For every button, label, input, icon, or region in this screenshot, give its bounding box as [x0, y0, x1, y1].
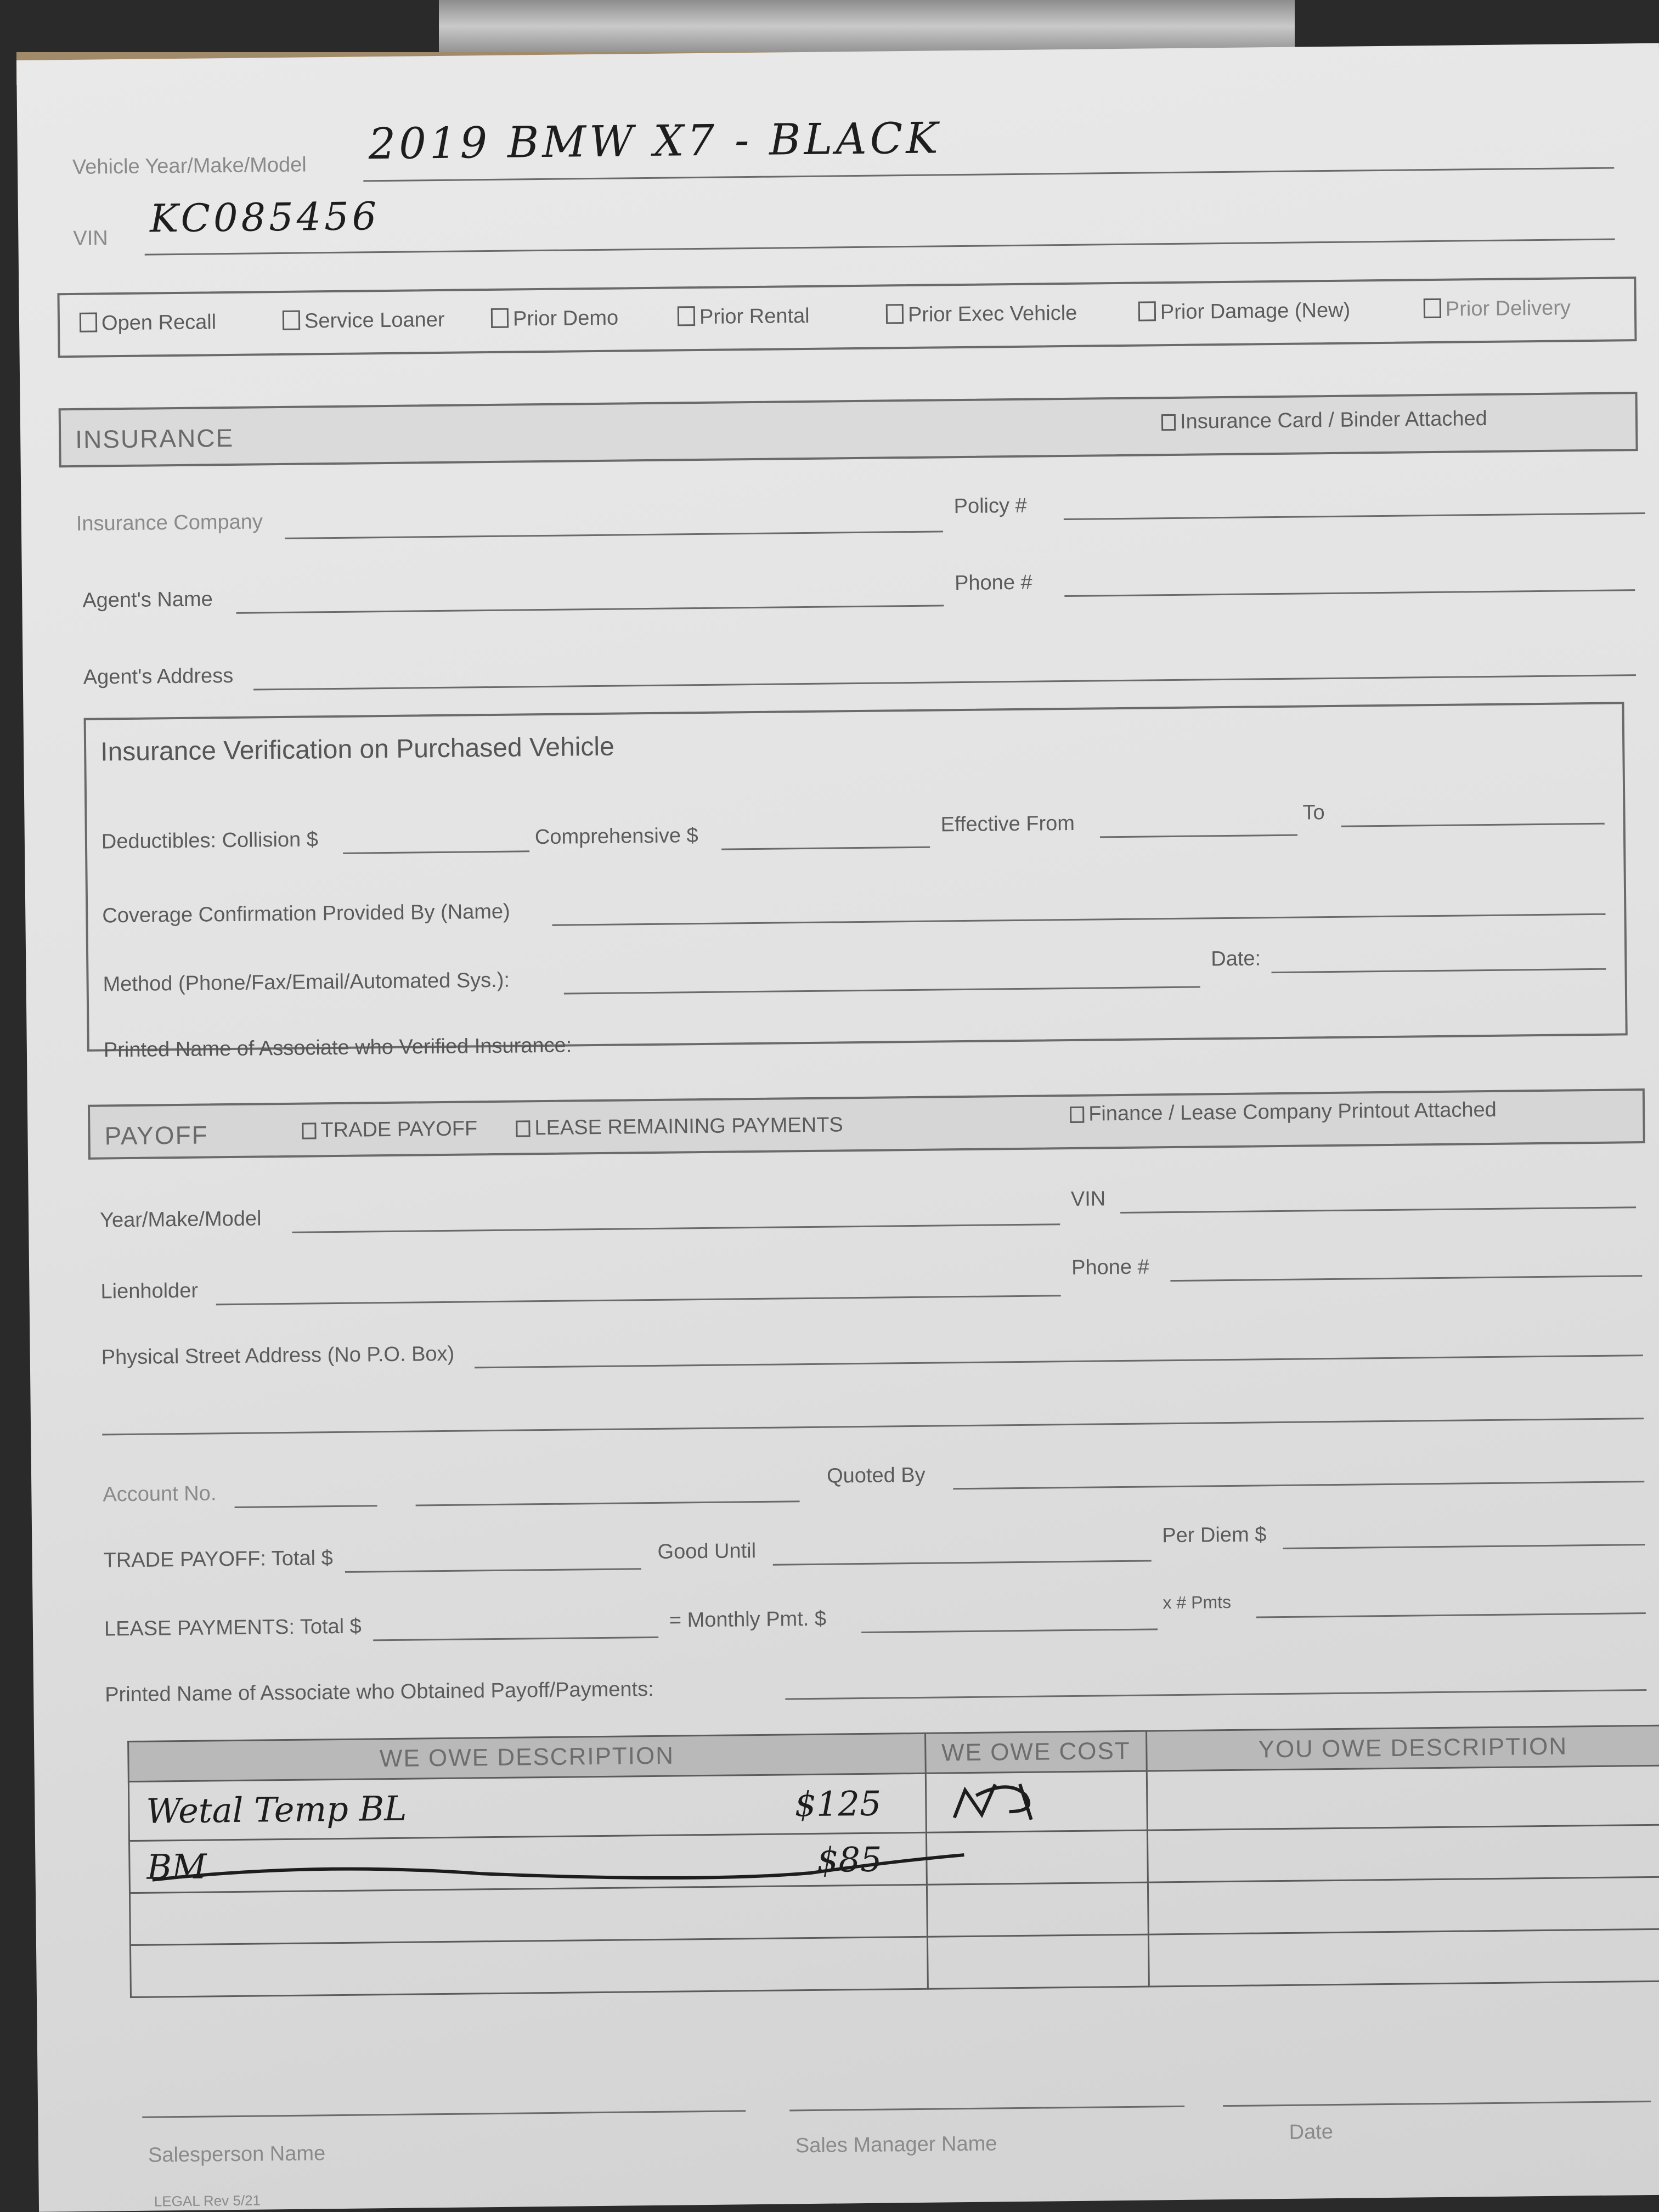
- checkbox-label: Service Loaner: [304, 308, 445, 333]
- payoff-associate-label: Printed Name of Associate who Obtained Payoff/Payments:: [104, 1677, 654, 1707]
- checkbox-label: Prior Demo: [512, 306, 619, 331]
- vin-line: [145, 239, 1615, 256]
- lease-total-label: LEASE PAYMENTS: Total $: [104, 1615, 362, 1641]
- checkbox-open-recall[interactable]: [80, 311, 217, 336]
- vehicle-label: Vehicle Year/Make/Model: [72, 153, 307, 179]
- agent-address-line: [253, 674, 1636, 690]
- we-owe-description-header: WE OWE DESCRIPTION: [128, 1733, 926, 1781]
- monthly-label: = Monthly Pmt. $: [669, 1607, 827, 1632]
- checkbox-label: Prior Exec Vehicle: [907, 301, 1077, 327]
- comprehensive-label: Comprehensive $: [534, 824, 698, 849]
- owe-table: [127, 1724, 1659, 1998]
- checkbox-service-loaner[interactable]: [283, 308, 445, 334]
- checkbox-label: Insurance Card / Binder Attached: [1180, 407, 1487, 433]
- we-owe-desc-cell[interactable]: [129, 1884, 927, 1945]
- payoff-vin-label: VIN: [1070, 1187, 1106, 1211]
- manager-line: [789, 2106, 1184, 2112]
- pmts-label: x # Pmts: [1163, 1592, 1232, 1613]
- insurance-header: INSURANCE: [75, 423, 234, 454]
- checkbox-icon: [1424, 298, 1441, 318]
- vin-value: KC085456: [149, 194, 380, 241]
- per-diem-line: [1283, 1544, 1645, 1549]
- method-label: Method (Phone/Fax/Email/Automated Sys.):: [103, 968, 510, 996]
- insurance-card-checkbox[interactable]: [1161, 407, 1487, 434]
- policy-line: [1064, 512, 1645, 520]
- you-owe-description-header: YOU OWE DESCRIPTION: [1147, 1725, 1659, 1771]
- checkbox-prior-rental[interactable]: [678, 304, 810, 330]
- we-owe-cost-cell[interactable]: [927, 1882, 1148, 1937]
- lienholder-phone-label: Phone #: [1071, 1255, 1149, 1279]
- we-owe-desc: Wetal Temp BL: [146, 1788, 407, 1831]
- we-owe-amount: $125: [794, 1783, 882, 1825]
- we-owe-cost-header: WE OWE COST: [926, 1731, 1147, 1773]
- pmts-line: [1256, 1612, 1646, 1618]
- vehicle-delivery-form: [16, 43, 1659, 2212]
- checkbox-label: Finance / Lease Company Printout Attached: [1088, 1098, 1497, 1126]
- salesperson-label: Salesperson Name: [148, 2142, 326, 2167]
- you-owe-desc-cell[interactable]: [1147, 1765, 1659, 1830]
- checkbox-label: LEASE REMAINING PAYMENTS: [534, 1113, 843, 1140]
- we-owe-desc-cell[interactable]: [128, 1773, 926, 1841]
- checkbox-label: Prior Delivery: [1445, 296, 1571, 321]
- agent-phone-line: [1064, 589, 1635, 597]
- you-owe-desc-cell[interactable]: [1148, 1929, 1659, 1987]
- checkbox-icon: [1138, 301, 1156, 321]
- address-line-2: [102, 1418, 1644, 1435]
- payoff-header: PAYOFF: [104, 1120, 209, 1150]
- lienholder-phone-line: [1170, 1275, 1642, 1282]
- insurance-company-label: Insurance Company: [76, 510, 263, 535]
- quoted-by-line: [953, 1481, 1644, 1489]
- date-sign-line: [1223, 2101, 1651, 2107]
- insurance-company-line: [285, 531, 943, 539]
- deductibles-label: Deductibles: Collision $: [101, 828, 319, 854]
- good-until-line: [773, 1560, 1152, 1565]
- trade-payoff-checkbox[interactable]: [302, 1117, 477, 1142]
- agent-phone-label: Phone #: [954, 571, 1032, 595]
- checkbox-prior-damage[interactable]: [1138, 299, 1351, 325]
- printout-checkbox[interactable]: [1070, 1098, 1497, 1126]
- we-owe-desc: BM: [146, 1846, 207, 1887]
- agent-name-line: [236, 605, 944, 614]
- checkbox-prior-demo[interactable]: [491, 307, 619, 331]
- vehicle-line: [363, 167, 1614, 182]
- checkbox-icon: [516, 1120, 530, 1137]
- strikethrough-icon: [152, 1849, 975, 1891]
- trade-total-line: [345, 1568, 641, 1573]
- agent-address-label: Agent's Address: [83, 664, 234, 689]
- payoff-vin-line: [1120, 1206, 1636, 1214]
- we-owe-desc-cell[interactable]: [130, 1937, 928, 1997]
- checkbox-icon: [491, 308, 509, 328]
- checkbox-icon: [283, 311, 300, 330]
- payoff-ymm-label: Year/Make/Model: [99, 1207, 262, 1232]
- checkbox-icon: [886, 304, 904, 324]
- checkbox-label: Open Recall: [101, 311, 217, 335]
- initials-signature-icon: [943, 1773, 1086, 1824]
- you-owe-desc-cell[interactable]: [1147, 1825, 1659, 1882]
- account-label: Account No.: [103, 1482, 217, 1506]
- date-label: Date:: [1211, 947, 1261, 971]
- checkbox-prior-delivery[interactable]: [1424, 296, 1571, 321]
- checkbox-icon: [678, 306, 695, 326]
- we-owe-cost-cell[interactable]: [927, 1934, 1149, 1989]
- account-line-2: [416, 1500, 800, 1506]
- good-until-label: Good Until: [657, 1539, 757, 1564]
- agent-name-label: Agent's Name: [82, 588, 213, 612]
- salesperson-line: [142, 2110, 746, 2118]
- vin-label: VIN: [73, 227, 108, 250]
- lease-total-line: [373, 1637, 658, 1641]
- checkbox-icon: [302, 1122, 316, 1139]
- we-owe-amount: $85: [816, 1839, 882, 1880]
- account-line: [235, 1505, 377, 1508]
- we-owe-cost-cell[interactable]: [926, 1771, 1147, 1832]
- payoff-associate-line: [785, 1689, 1646, 1700]
- lienholder-label: Lienholder: [100, 1279, 199, 1304]
- checkbox-label: Prior Rental: [699, 304, 810, 329]
- you-owe-desc-cell[interactable]: [1148, 1877, 1659, 1934]
- verification-title: Insurance Verification on Purchased Vehicle: [100, 732, 615, 767]
- coverage-label: Coverage Confirmation Provided By (Name): [102, 900, 510, 928]
- checkbox-icon: [80, 312, 97, 332]
- address-label: Physical Street Address (No P.O. Box): [101, 1342, 455, 1369]
- form-code: LEGAL Rev 5/21: [154, 2192, 261, 2210]
- trade-total-label: TRADE PAYOFF: Total $: [103, 1547, 333, 1572]
- per-diem-label: Per Diem $: [1162, 1523, 1267, 1548]
- policy-label: Policy #: [953, 494, 1027, 518]
- lienholder-line: [216, 1295, 1061, 1305]
- we-owe-desc-cell[interactable]: [129, 1832, 927, 1893]
- manager-label: Sales Manager Name: [795, 2132, 997, 2158]
- checkbox-prior-exec-vehicle[interactable]: [886, 302, 1077, 328]
- monthly-line: [861, 1628, 1158, 1633]
- vehicle-value: 2019 BMW X7 - BLACK: [368, 114, 942, 170]
- checkbox-icon: [1070, 1107, 1084, 1123]
- checkbox-label: TRADE PAYOFF: [320, 1117, 478, 1142]
- effective-from-label: Effective From: [940, 811, 1075, 837]
- quoted-by-label: Quoted By: [826, 1463, 926, 1488]
- to-label: To: [1302, 801, 1325, 825]
- sign-date-label: Date: [1289, 2120, 1334, 2144]
- verified-associate-label: Printed Name of Associate who Verified Insurance:: [103, 1034, 572, 1062]
- lease-remaining-checkbox[interactable]: [516, 1113, 843, 1140]
- payoff-ymm-line: [292, 1223, 1060, 1233]
- checkbox-icon: [1161, 414, 1176, 431]
- checkbox-label: Prior Damage (New): [1160, 298, 1351, 324]
- address-line: [475, 1355, 1643, 1368]
